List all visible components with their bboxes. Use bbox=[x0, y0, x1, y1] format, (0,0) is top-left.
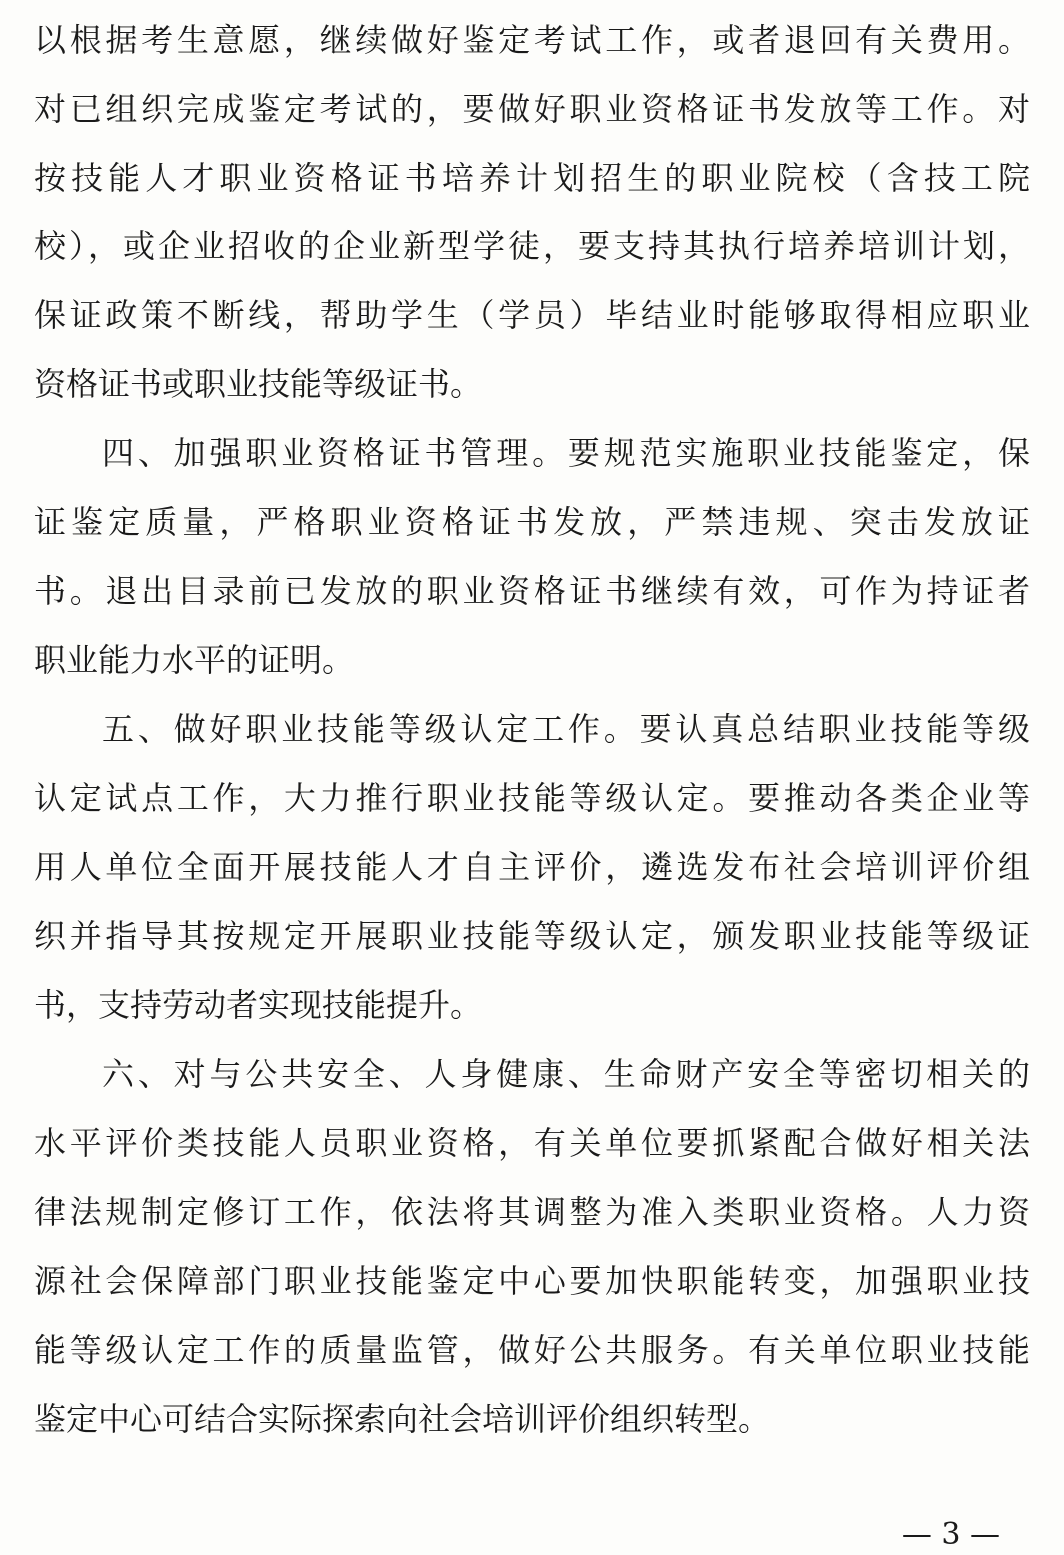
text-line-15: 书，支持劳动者实现技能提升。 bbox=[34, 986, 483, 1024]
text-line-17: 水平评价类技能人员职业资格，有关单位要抓紧配合做好相关法 bbox=[34, 1124, 1030, 1162]
text-line-12: 认定试点工作，大力推行职业技能等级认定。要推动各类企业等 bbox=[34, 779, 1030, 817]
text-line-21: 鉴定中心可结合实际探索向社会培训评价组织转型。 bbox=[34, 1400, 771, 1438]
text-line-5: 保证政策不断线，帮助学生（学员）毕结业时能够取得相应职业 bbox=[34, 296, 1030, 334]
text-line-2: 对已组织完成鉴定考试的，要做好职业资格证书发放等工作。对 bbox=[34, 90, 1030, 128]
text-line-9: 书。退出目录前已发放的职业资格证书继续有效，可作为持证者 bbox=[34, 572, 1030, 610]
text-line-6: 资格证书或职业技能等级证书。 bbox=[34, 365, 483, 403]
page-number: — 3 — bbox=[901, 1517, 1000, 1552]
text-line-4: 校），或企业招收的企业新型学徒，要支持其执行培养培训计划， bbox=[34, 227, 1030, 265]
text-line-8: 证鉴定质量，严格职业资格证书发放，严禁违规、突击发放证 bbox=[34, 503, 1030, 541]
text-line-3: 按技能人才职业资格证书培养计划招生的职业院校（含技工院 bbox=[34, 159, 1030, 197]
text-line-16: 六、对与公共安全、人身健康、生命财产安全等密切相关的 bbox=[102, 1055, 1030, 1093]
text-line-14: 织并指导其按规定开展职业技能等级认定，颁发职业技能等级证 bbox=[34, 917, 1030, 955]
text-line-1: 以根据考生意愿，继续做好鉴定考试工作，或者退回有关费用。 bbox=[34, 21, 1030, 59]
text-line-13: 用人单位全面开展技能人才自主评价，遴选发布社会培训评价组 bbox=[34, 848, 1030, 886]
text-line-20: 能等级认定工作的质量监管，做好公共服务。有关单位职业技能 bbox=[34, 1331, 1030, 1369]
text-line-11: 五、做好职业技能等级认定工作。要认真总结职业技能等级 bbox=[102, 710, 1030, 748]
text-line-7: 四、加强职业资格证书管理。要规范实施职业技能鉴定，保 bbox=[102, 434, 1030, 472]
text-line-18: 律法规制定修订工作，依法将其调整为准入类职业资格。人力资 bbox=[34, 1193, 1030, 1231]
text-line-10: 职业能力水平的证明。 bbox=[34, 641, 355, 679]
text-line-19: 源社会保障部门职业技能鉴定中心要加快职能转变，加强职业技 bbox=[34, 1262, 1030, 1300]
